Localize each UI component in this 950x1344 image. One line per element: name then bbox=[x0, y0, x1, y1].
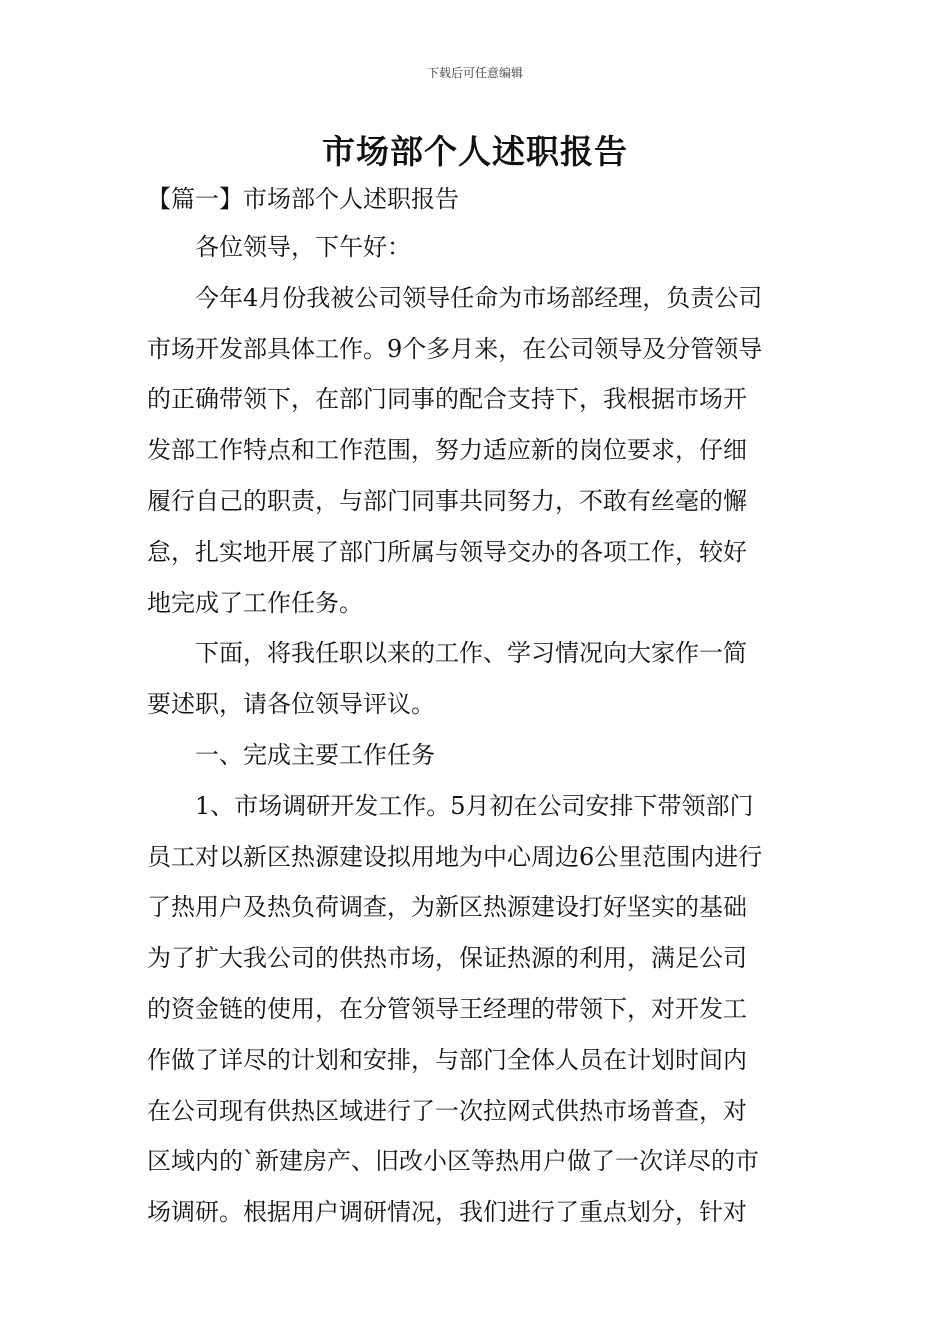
document-title: 市场部个人述职报告 bbox=[322, 132, 628, 171]
paragraph-intro bbox=[147, 273, 807, 629]
header-note: 下载后可任意编辑 bbox=[426, 66, 523, 80]
paragraph-subheading bbox=[147, 730, 807, 781]
text-line: 的正确带领下，在部门同事的配合支持下，我根据市场开 bbox=[147, 385, 747, 414]
text-line: 了热用户及热负荷调查，为新区热源建设打好坚实的基础 bbox=[147, 893, 747, 922]
text-line: 员工对以新区热源建设拟用地为中心周边6公里范围内进行 bbox=[147, 842, 763, 871]
text-line: 区域内的`新建房产、旧改小区等热用户做了一次详尽的市 bbox=[147, 1147, 759, 1176]
text-line: 今年4月份我被公司领导任命为市场部经理，负责公司 bbox=[195, 283, 763, 312]
text-line: 履行自己的职责，与部门同事共同努力，不敢有丝毫的懈 bbox=[147, 486, 747, 515]
text-line: 在公司现有供热区域进行了一次拉网式供热市场普查，对 bbox=[147, 1096, 747, 1125]
text-line: 的资金链的使用，在分管领导王经理的带领下，对开发工 bbox=[147, 994, 747, 1023]
document-body bbox=[147, 222, 807, 1238]
text-line: 下面，将我任职以来的工作、学习情况向大家作一简 bbox=[195, 639, 747, 668]
section-heading: 【篇一】市场部个人述职报告 bbox=[147, 185, 459, 213]
text-line: 场调研。根据用户调研情况，我们进行了重点划分，针对 bbox=[147, 1198, 747, 1227]
text-line: 为了扩大我公司的供热市场，保证热源的利用，满足公司 bbox=[147, 944, 747, 973]
paragraph-greeting bbox=[147, 222, 807, 273]
text-line: 怠，扎实地开展了部门所属与领导交办的各项工作，较好 bbox=[147, 537, 747, 566]
text-line: 各位领导，下午好： bbox=[195, 233, 411, 261]
paragraph-overview bbox=[147, 628, 807, 730]
text-line: 市场开发部具体工作。9个多月来，在公司领导及分管领导 bbox=[147, 334, 763, 363]
text-line: 作做了详尽的计划和安排，与部门全体人员在计划时间内 bbox=[147, 1045, 747, 1074]
text-line: 发部工作特点和工作范围，努力适应新的岗位要求，仔细 bbox=[147, 436, 747, 465]
text-line: 1、市场调研开发工作。5月初在公司安排下带领部门 bbox=[195, 791, 754, 820]
text-line: 要述职，请各位领导评议。 bbox=[147, 690, 435, 719]
paragraph-market-research bbox=[147, 781, 807, 1238]
text-line: 一、完成主要工作任务 bbox=[195, 740, 435, 769]
text-line: 地完成了工作任务。 bbox=[147, 588, 363, 617]
